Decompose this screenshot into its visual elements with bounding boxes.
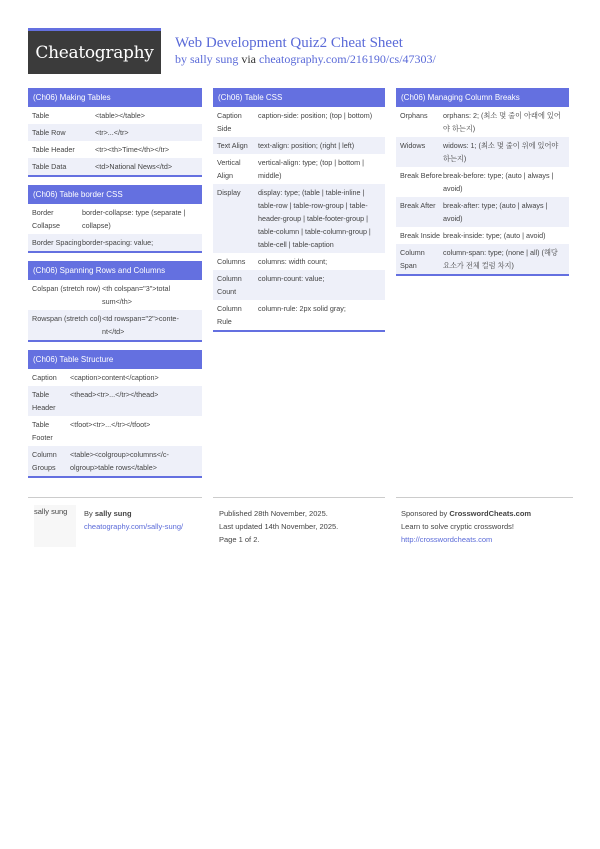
row-key: Break Before <box>400 171 442 180</box>
section-spanning-rows-columns <box>28 261 202 342</box>
row-value: <table></table> <box>95 111 145 120</box>
section-title: (Ch06) Table Structure <box>28 350 202 369</box>
author-link[interactable]: sally sung <box>190 52 239 66</box>
row-key: Table Header <box>32 390 56 412</box>
author-by-line <box>84 507 183 520</box>
table-row <box>28 386 202 416</box>
row-value: border-spacing: value; <box>82 238 154 247</box>
sponsor-label: Sponsored by <box>401 509 448 518</box>
row-value: column-count: value; <box>258 274 325 283</box>
logo-text: Cheatography <box>35 43 154 63</box>
row-key: Column Groups <box>32 450 57 472</box>
table-row <box>28 280 202 310</box>
row-value: break-before: type; (auto | always | avoid) <box>443 171 554 193</box>
row-value: break-inside: type; (auto | avoid) <box>443 231 546 240</box>
updated-date: Last updated 14th November, 2025. <box>219 522 339 531</box>
row-key: Border Spacing <box>32 238 82 247</box>
row-key: Orphans <box>400 111 428 120</box>
table-row <box>396 167 569 197</box>
page-number: Page 1 of 2. <box>219 535 260 544</box>
row-value: <td rowspan="2">content</td> <box>102 314 179 336</box>
section-title: (Ch06) Table border CSS <box>28 185 202 204</box>
row-value: display: type; (table | table-inline | table-row | table-row-group | table-header-group | table-footer-group | table-column | table-column-group | table-cell | table-caption <box>258 188 371 249</box>
section-body <box>28 107 202 177</box>
section-body <box>28 280 202 342</box>
section-body <box>396 107 569 276</box>
table-row <box>213 253 385 270</box>
row-key: Table Footer <box>32 420 53 442</box>
row-value: caption-side: position; (top | bottom) <box>258 111 373 120</box>
row-key: Vertical Align <box>217 158 241 180</box>
row-key: Display <box>217 188 241 197</box>
table-row <box>28 204 202 234</box>
row-value: <td>National News</td> <box>95 162 173 171</box>
table-row <box>28 141 202 158</box>
table-row <box>213 137 385 154</box>
row-value: <caption>content</caption> <box>70 373 159 382</box>
section-title: (Ch06) Managing Column Breaks <box>396 88 569 107</box>
section-body <box>28 369 202 478</box>
section-title: (Ch06) Making Tables <box>28 88 202 107</box>
table-row <box>28 310 202 340</box>
sponsor-text: Learn to solve cryptic crosswords! <box>401 522 514 531</box>
table-row <box>28 158 202 175</box>
sponsor-name: CrosswordCheats.com <box>449 509 532 518</box>
sheet-url-link[interactable]: cheatography.com/216190/cs/47303/ <box>259 52 436 66</box>
row-value: orphans: 2; (최소 몇 줄이 아래에 있어야 하는지) <box>443 111 561 133</box>
table-row <box>28 124 202 141</box>
row-value: widows: 1; (최소 몇 줄이 위에 있어야 하는지) <box>443 141 559 163</box>
author-by-name: sally sung <box>94 509 132 518</box>
row-key: Caption <box>32 373 57 382</box>
column-3 <box>396 88 569 284</box>
table-row <box>213 154 385 184</box>
row-key: Table Header <box>32 145 75 154</box>
row-key: Border Collapse <box>32 208 60 230</box>
section-table-css <box>213 88 385 332</box>
row-value: <tfoot><tr>...</tr></tfoot> <box>70 420 151 429</box>
column-1 <box>28 88 202 486</box>
table-row <box>213 300 385 330</box>
footer-divider <box>213 497 385 498</box>
section-title: (Ch06) Table CSS <box>213 88 385 107</box>
table-row <box>28 416 202 446</box>
row-value: break-after: type; (auto | always | avoid) <box>443 201 548 223</box>
by-label: by <box>175 52 187 66</box>
row-value: vertical-align: type; (top | bottom | middle) <box>258 158 365 180</box>
row-key: Text Align <box>217 141 248 150</box>
table-row <box>213 107 385 137</box>
row-value: <thead><tr>...</tr></thead> <box>70 390 159 399</box>
row-value: text-align: position; (right | left) <box>258 141 355 150</box>
page-footer <box>28 497 573 557</box>
row-key: Break Inside <box>400 231 440 240</box>
section-body <box>213 107 385 332</box>
column-2 <box>213 88 385 340</box>
section-table-border-css <box>28 185 202 253</box>
row-key: Table Row <box>32 128 66 137</box>
sponsor-line <box>401 507 531 520</box>
row-value: <tr><th>Time</th></tr> <box>95 145 170 154</box>
row-key: Column Count <box>217 274 242 296</box>
section-making-tables <box>28 88 202 177</box>
section-body <box>28 204 202 253</box>
page-header <box>28 28 573 74</box>
sponsor-info <box>401 507 531 546</box>
section-table-structure <box>28 350 202 478</box>
sponsor-link[interactable]: http://crosswordcheats.com <box>401 535 493 544</box>
row-key: Break After <box>400 201 436 210</box>
section-managing-column-breaks <box>396 88 569 276</box>
table-row <box>28 446 202 476</box>
table-row <box>396 227 569 244</box>
row-value: columns: width count; <box>258 257 328 266</box>
page-title: Web Development Quiz2 Cheat Sheet <box>175 35 403 51</box>
row-value: column-span: type; (none | all) (해당 요소가 전체 컬럼 차지) <box>443 248 558 270</box>
table-row <box>396 244 569 274</box>
section-title: (Ch06) Spanning Rows and Columns <box>28 261 202 280</box>
table-row <box>28 107 202 124</box>
row-key: Colspan (stretch row) <box>32 284 101 293</box>
table-row <box>396 197 569 227</box>
table-row <box>396 137 569 167</box>
published-date: Published 28th November, 2025. <box>219 509 328 518</box>
row-key: Column Span <box>400 248 425 270</box>
row-value: border-collapse: type (separate | collapse) <box>82 208 186 230</box>
row-value: column-rule: 2px solid gray; <box>258 304 346 313</box>
byline <box>175 52 436 67</box>
table-row <box>213 184 385 253</box>
author-profile-link[interactable]: cheatography.com/sally-sung/ <box>84 522 184 531</box>
via-label: via <box>241 52 257 66</box>
author-info <box>84 507 183 533</box>
row-key: Table Data <box>32 162 67 171</box>
row-value: <tr>...</tr> <box>95 128 129 137</box>
row-key: Rowspan (stretch col) <box>32 314 102 323</box>
table-row <box>28 234 202 251</box>
row-key: Columns <box>217 257 246 266</box>
row-key: Table <box>32 111 50 120</box>
author-name: sally sung <box>34 507 68 516</box>
footer-divider <box>396 497 573 498</box>
table-row <box>213 270 385 300</box>
row-value: <table><colgroup>columns</colgroup>table rows</table> <box>70 450 169 472</box>
cheatography-logo[interactable] <box>28 28 161 74</box>
footer-divider <box>28 497 202 498</box>
row-key: Widows <box>400 141 426 150</box>
table-row <box>28 369 202 386</box>
publish-info <box>219 507 338 546</box>
row-key: Column Rule <box>217 304 242 326</box>
row-key: Caption Side <box>217 111 242 133</box>
row-value: <th colspan="3">total sum</th> <box>102 284 171 306</box>
table-row <box>396 107 569 137</box>
by-label: By <box>84 509 93 518</box>
